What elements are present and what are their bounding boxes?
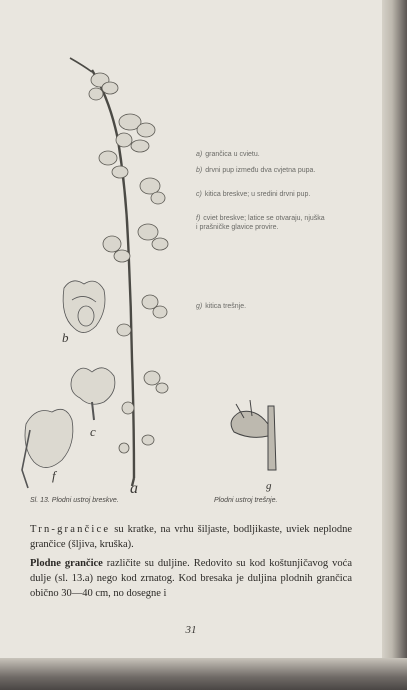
page-number: 31 [185, 624, 197, 636]
paragraph-2-text: različite su duljine. Redovito su kod koštunjičavog voća dulje (sl. 13.a) nego kod zrnatog. Kod bresaka je duljina plodnih grančica obično 30—40 cm, no dosegne i [30, 558, 352, 599]
legend-item-c: c) kitica breskve; u sredini drvni pup. [196, 191, 311, 198]
page-bottom-shadow [0, 658, 407, 690]
paragraph-1 [30, 522, 352, 552]
figure-letter-b: b [62, 330, 69, 345]
paragraph-1-lead: Trn-grančice [30, 524, 111, 535]
figure-letter-a: a [130, 480, 138, 497]
paragraph-1-text: su kratke, na vrhu šiljaste, bodljikaste, uviek neplodne grančice (šljiva, kruška). [30, 524, 352, 550]
legend-item-b: b) drvni pup između dva cvjetna pupa. [196, 167, 316, 174]
legend-item-a: a) grančica u cvietu. [196, 151, 260, 158]
figure-letter-g: g [266, 480, 272, 492]
figure-letter-c: c [90, 424, 96, 439]
figure-letter-f: f [52, 468, 56, 483]
legend-item-g: g) kitica trešnje. [196, 303, 247, 310]
paragraph-2-lead: Plodne grančice [30, 558, 103, 569]
paragraph-2 [30, 556, 352, 601]
page-edge [382, 0, 407, 690]
figure-caption-left: Sl. 13. Plodni ustroj breskve. [30, 497, 119, 504]
figure-caption-right: Plodni ustroj trešnje. [214, 497, 278, 504]
legend-item-f: f) cviet breskve; latice se otvaraju, njuška i prašničke glavice provire. [196, 215, 325, 231]
